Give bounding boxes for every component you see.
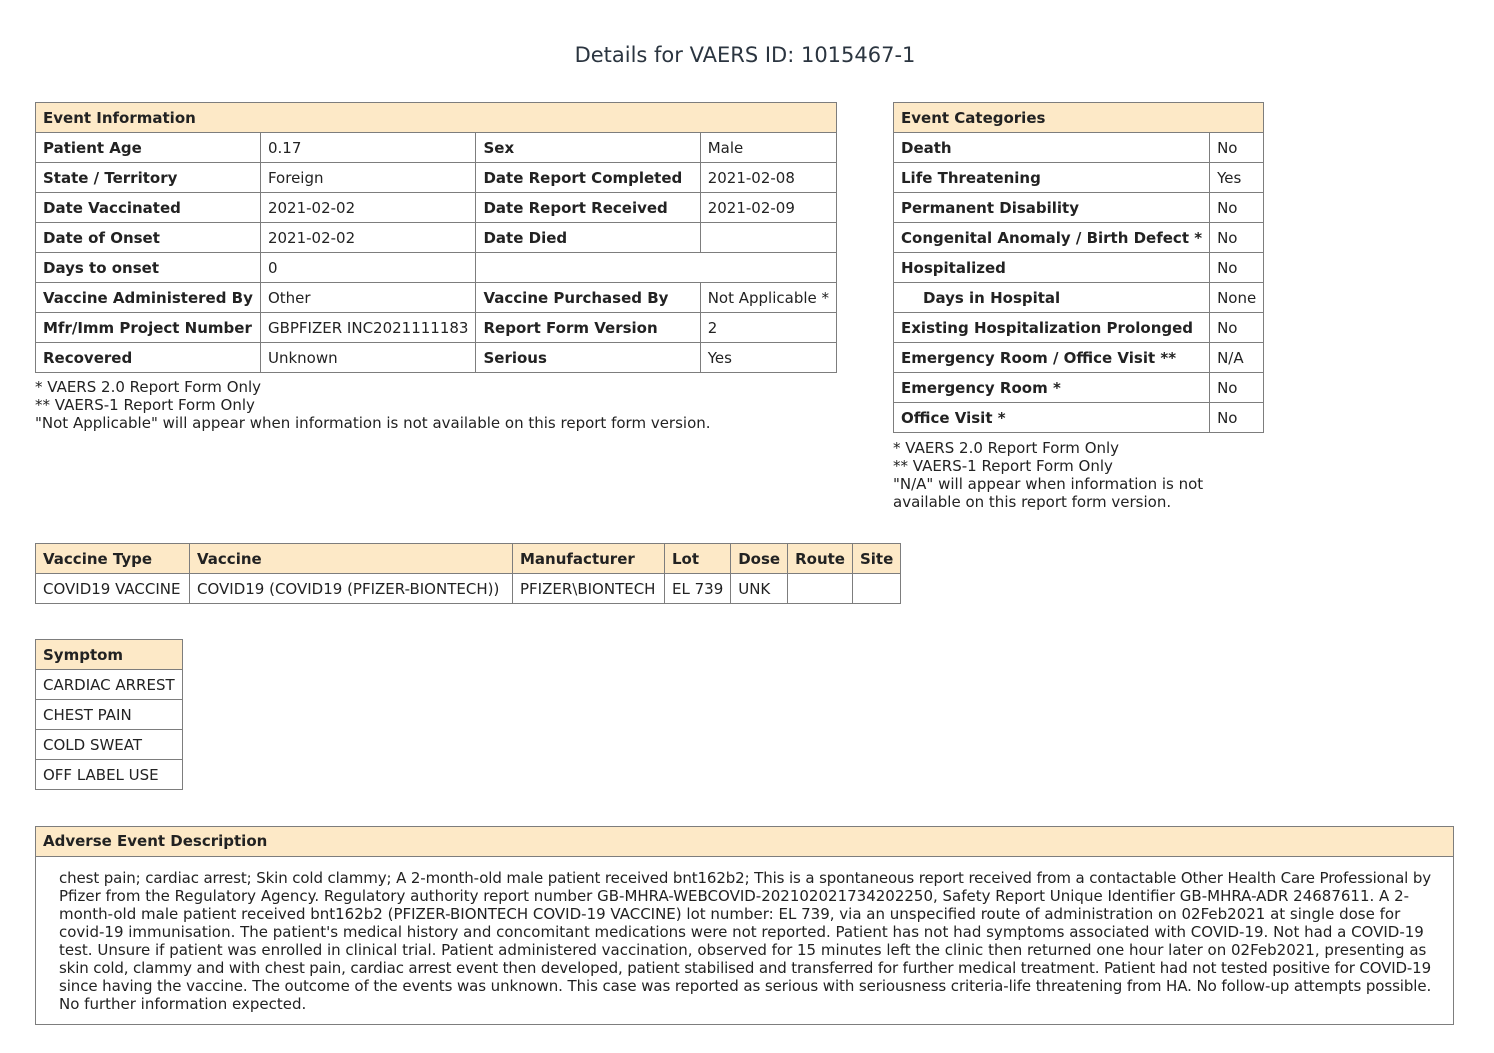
event-info-value: [700, 223, 836, 253]
symptom-item: OFF LABEL USE: [36, 760, 183, 790]
symptom-item: CHEST PAIN: [36, 700, 183, 730]
event-info-label: Recovered: [36, 343, 261, 373]
event-info-row: [36, 313, 837, 343]
vaccine-column-header: Lot: [665, 544, 731, 574]
event-category-value: Yes: [1210, 163, 1264, 193]
event-info-value: 2021-02-02: [260, 193, 476, 223]
vaccine-cell: EL 739: [665, 574, 731, 604]
event-information-table: [35, 102, 837, 373]
event-category-label: Existing Hospitalization Prolonged: [894, 313, 1210, 343]
footnote: available on this report form version.: [893, 493, 1172, 511]
event-info-row: [36, 253, 837, 283]
event-category-value: No: [1210, 223, 1264, 253]
event-info-label: State / Territory: [36, 163, 261, 193]
symptom-table: [35, 639, 183, 790]
event-category-value: N/A: [1210, 343, 1264, 373]
vaccine-cell: UNK: [731, 574, 788, 604]
adverse-event-description: [35, 826, 1454, 1025]
event-info-value: Not Applicable *: [700, 283, 836, 313]
event-info-row: [36, 193, 837, 223]
event-info-row: [36, 133, 837, 163]
page-title: Details for VAERS ID: 1015467-1: [574, 43, 916, 67]
event-info-label: Date of Onset: [36, 223, 261, 253]
event-category-label: Life Threatening: [894, 163, 1210, 193]
event-category-row: [894, 343, 1264, 373]
event-category-value: No: [1210, 133, 1264, 163]
event-info-label: Date Died: [476, 223, 700, 253]
event-info-value: GBPFIZER INC2021111183: [260, 313, 476, 343]
symptom-row: [36, 730, 183, 760]
event-categories-table: [893, 102, 1264, 433]
event-information-notes: [35, 378, 711, 432]
vaccine-column-header: Vaccine: [190, 544, 513, 574]
event-info-empty-cell: [476, 253, 837, 283]
event-category-value: No: [1210, 373, 1264, 403]
symptom-row: [36, 700, 183, 730]
event-category-row: [894, 223, 1264, 253]
event-category-row: [894, 373, 1264, 403]
event-category-value: No: [1210, 313, 1264, 343]
vaccine-column-header: Manufacturer: [513, 544, 665, 574]
event-info-value: 2: [700, 313, 836, 343]
adverse-event-line: since having the vaccine. The outcome of the events was unknown. This case was reported as serious with seriousness criteria-life threatening from HA. No follow-up attempts possible.: [59, 977, 1432, 995]
footnote: "N/A" will appear when information is not: [893, 475, 1204, 493]
event-category-label: Emergency Room / Office Visit **: [894, 343, 1210, 373]
event-information-header: Event Information: [36, 103, 837, 133]
event-info-value: Unknown: [260, 343, 476, 373]
event-info-label: Date Report Received: [476, 193, 700, 223]
adverse-event-line: test. Unsure if patient was enrolled in clinical trial. Patient administered vaccination, observed for 15 minutes left the clinic then returned one hour later on 02Feb2021, presenting as: [59, 941, 1427, 959]
event-category-row: [894, 133, 1264, 163]
event-category-value: No: [1210, 403, 1264, 433]
event-categories-notes: [893, 439, 1203, 511]
event-info-label: Sex: [476, 133, 700, 163]
adverse-event-line: chest pain; cardiac arrest; Skin cold clammy; A 2-month-old male patient received bnt162b2; This is a spontaneous report received from a contactable Other Health Care Professional by: [59, 869, 1432, 887]
event-info-row: [36, 343, 837, 373]
vaccine-cell: [852, 574, 900, 604]
event-info-label: Report Form Version: [476, 313, 700, 343]
event-info-value: Yes: [700, 343, 836, 373]
event-category-value: No: [1210, 253, 1264, 283]
adverse-event-line: covid-19 immunisation. The patient's medical history and concomitant medications were not reported. Patient has not had symptoms associated with COVID-19. Not had a COVID-19: [59, 923, 1424, 941]
event-info-value: Male: [700, 133, 836, 163]
event-category-label: Congenital Anomaly / Birth Defect *: [894, 223, 1210, 253]
adverse-event-line: month-old male patient received bnt162b2 (PFIZER-BIONTECH COVID-19 VACCINE) lot number: EL 739, via an unspecified route of administration on 02Feb2021 at single dose for: [59, 905, 1401, 923]
event-info-value: 0: [260, 253, 476, 283]
event-category-row: [894, 283, 1264, 313]
event-category-row: [894, 193, 1264, 223]
event-category-label: Emergency Room *: [894, 373, 1210, 403]
adverse-event-text: [36, 857, 1453, 1013]
event-category-label: Hospitalized: [894, 253, 1210, 283]
event-info-value: 2021-02-09: [700, 193, 836, 223]
vaccine-cell: COVID19 VACCINE: [36, 574, 190, 604]
event-category-value: No: [1210, 193, 1264, 223]
event-categories-header: Event Categories: [894, 103, 1264, 133]
footnote: ** VAERS-1 Report Form Only: [35, 396, 255, 414]
event-info-label: Patient Age: [36, 133, 261, 163]
footnote: ** VAERS-1 Report Form Only: [893, 457, 1113, 475]
event-info-value: 0.17: [260, 133, 476, 163]
vaccine-cell: COVID19 (COVID19 (PFIZER-BIONTECH)): [190, 574, 513, 604]
event-info-label: Days to onset: [36, 253, 261, 283]
event-info-row: [36, 163, 837, 193]
vaccine-column-header: Route: [788, 544, 853, 574]
event-category-label: Office Visit *: [894, 403, 1210, 433]
vaccine-column-header: Vaccine Type: [36, 544, 190, 574]
event-info-row: [36, 223, 837, 253]
event-info-row: [36, 283, 837, 313]
event-category-label: Days in Hospital: [894, 283, 1210, 313]
event-category-row: [894, 403, 1264, 433]
symptom-item: COLD SWEAT: [36, 730, 183, 760]
event-info-label: Vaccine Administered By: [36, 283, 261, 313]
vaccine-cell: [788, 574, 853, 604]
event-category-label: Permanent Disability: [894, 193, 1210, 223]
footnote: "Not Applicable" will appear when information is not available on this report form version.: [35, 414, 711, 432]
vaccine-column-header: Site: [852, 544, 900, 574]
symptom-row: [36, 760, 183, 790]
event-category-label: Death: [894, 133, 1210, 163]
event-info-label: Date Report Completed: [476, 163, 700, 193]
symptom-item: CARDIAC ARREST: [36, 670, 183, 700]
symptom-header: Symptom: [36, 640, 183, 670]
adverse-event-line: No further information expected.: [59, 995, 307, 1013]
adverse-event-line: Pfizer from the Regulatory Agency. Regulatory authority report number GB-MHRA-WEBCOVID-202102021734202250, Safety Report Unique Identifier GB-MHRA-ADR 24687611. A 2-: [59, 887, 1410, 905]
event-info-label: Mfr/Imm Project Number: [36, 313, 261, 343]
event-info-label: Serious: [476, 343, 700, 373]
event-category-row: [894, 253, 1264, 283]
vaccine-table: [35, 543, 901, 604]
adverse-event-line: skin cold, clammy and with chest pain, cardiac arrest event then developed, patient stabilised and transferred for further medical treatment. Patient had not tested positive for COVID-19: [59, 959, 1431, 977]
event-category-row: [894, 163, 1264, 193]
event-info-value: 2021-02-02: [260, 223, 476, 253]
event-info-label: Date Vaccinated: [36, 193, 261, 223]
footnote: * VAERS 2.0 Report Form Only: [35, 378, 262, 396]
symptom-row: [36, 670, 183, 700]
event-category-row: [894, 313, 1264, 343]
event-info-value: Foreign: [260, 163, 476, 193]
vaccine-cell: PFIZER\BIONTECH: [513, 574, 665, 604]
event-info-value: 2021-02-08: [700, 163, 836, 193]
event-category-value: None: [1210, 283, 1264, 313]
vaccine-column-header: Dose: [731, 544, 788, 574]
event-info-value: Other: [260, 283, 476, 313]
footnote: * VAERS 2.0 Report Form Only: [893, 439, 1120, 457]
adverse-event-header: Adverse Event Description: [36, 827, 1453, 857]
event-info-label: Vaccine Purchased By: [476, 283, 700, 313]
vaccine-row: [36, 574, 901, 604]
